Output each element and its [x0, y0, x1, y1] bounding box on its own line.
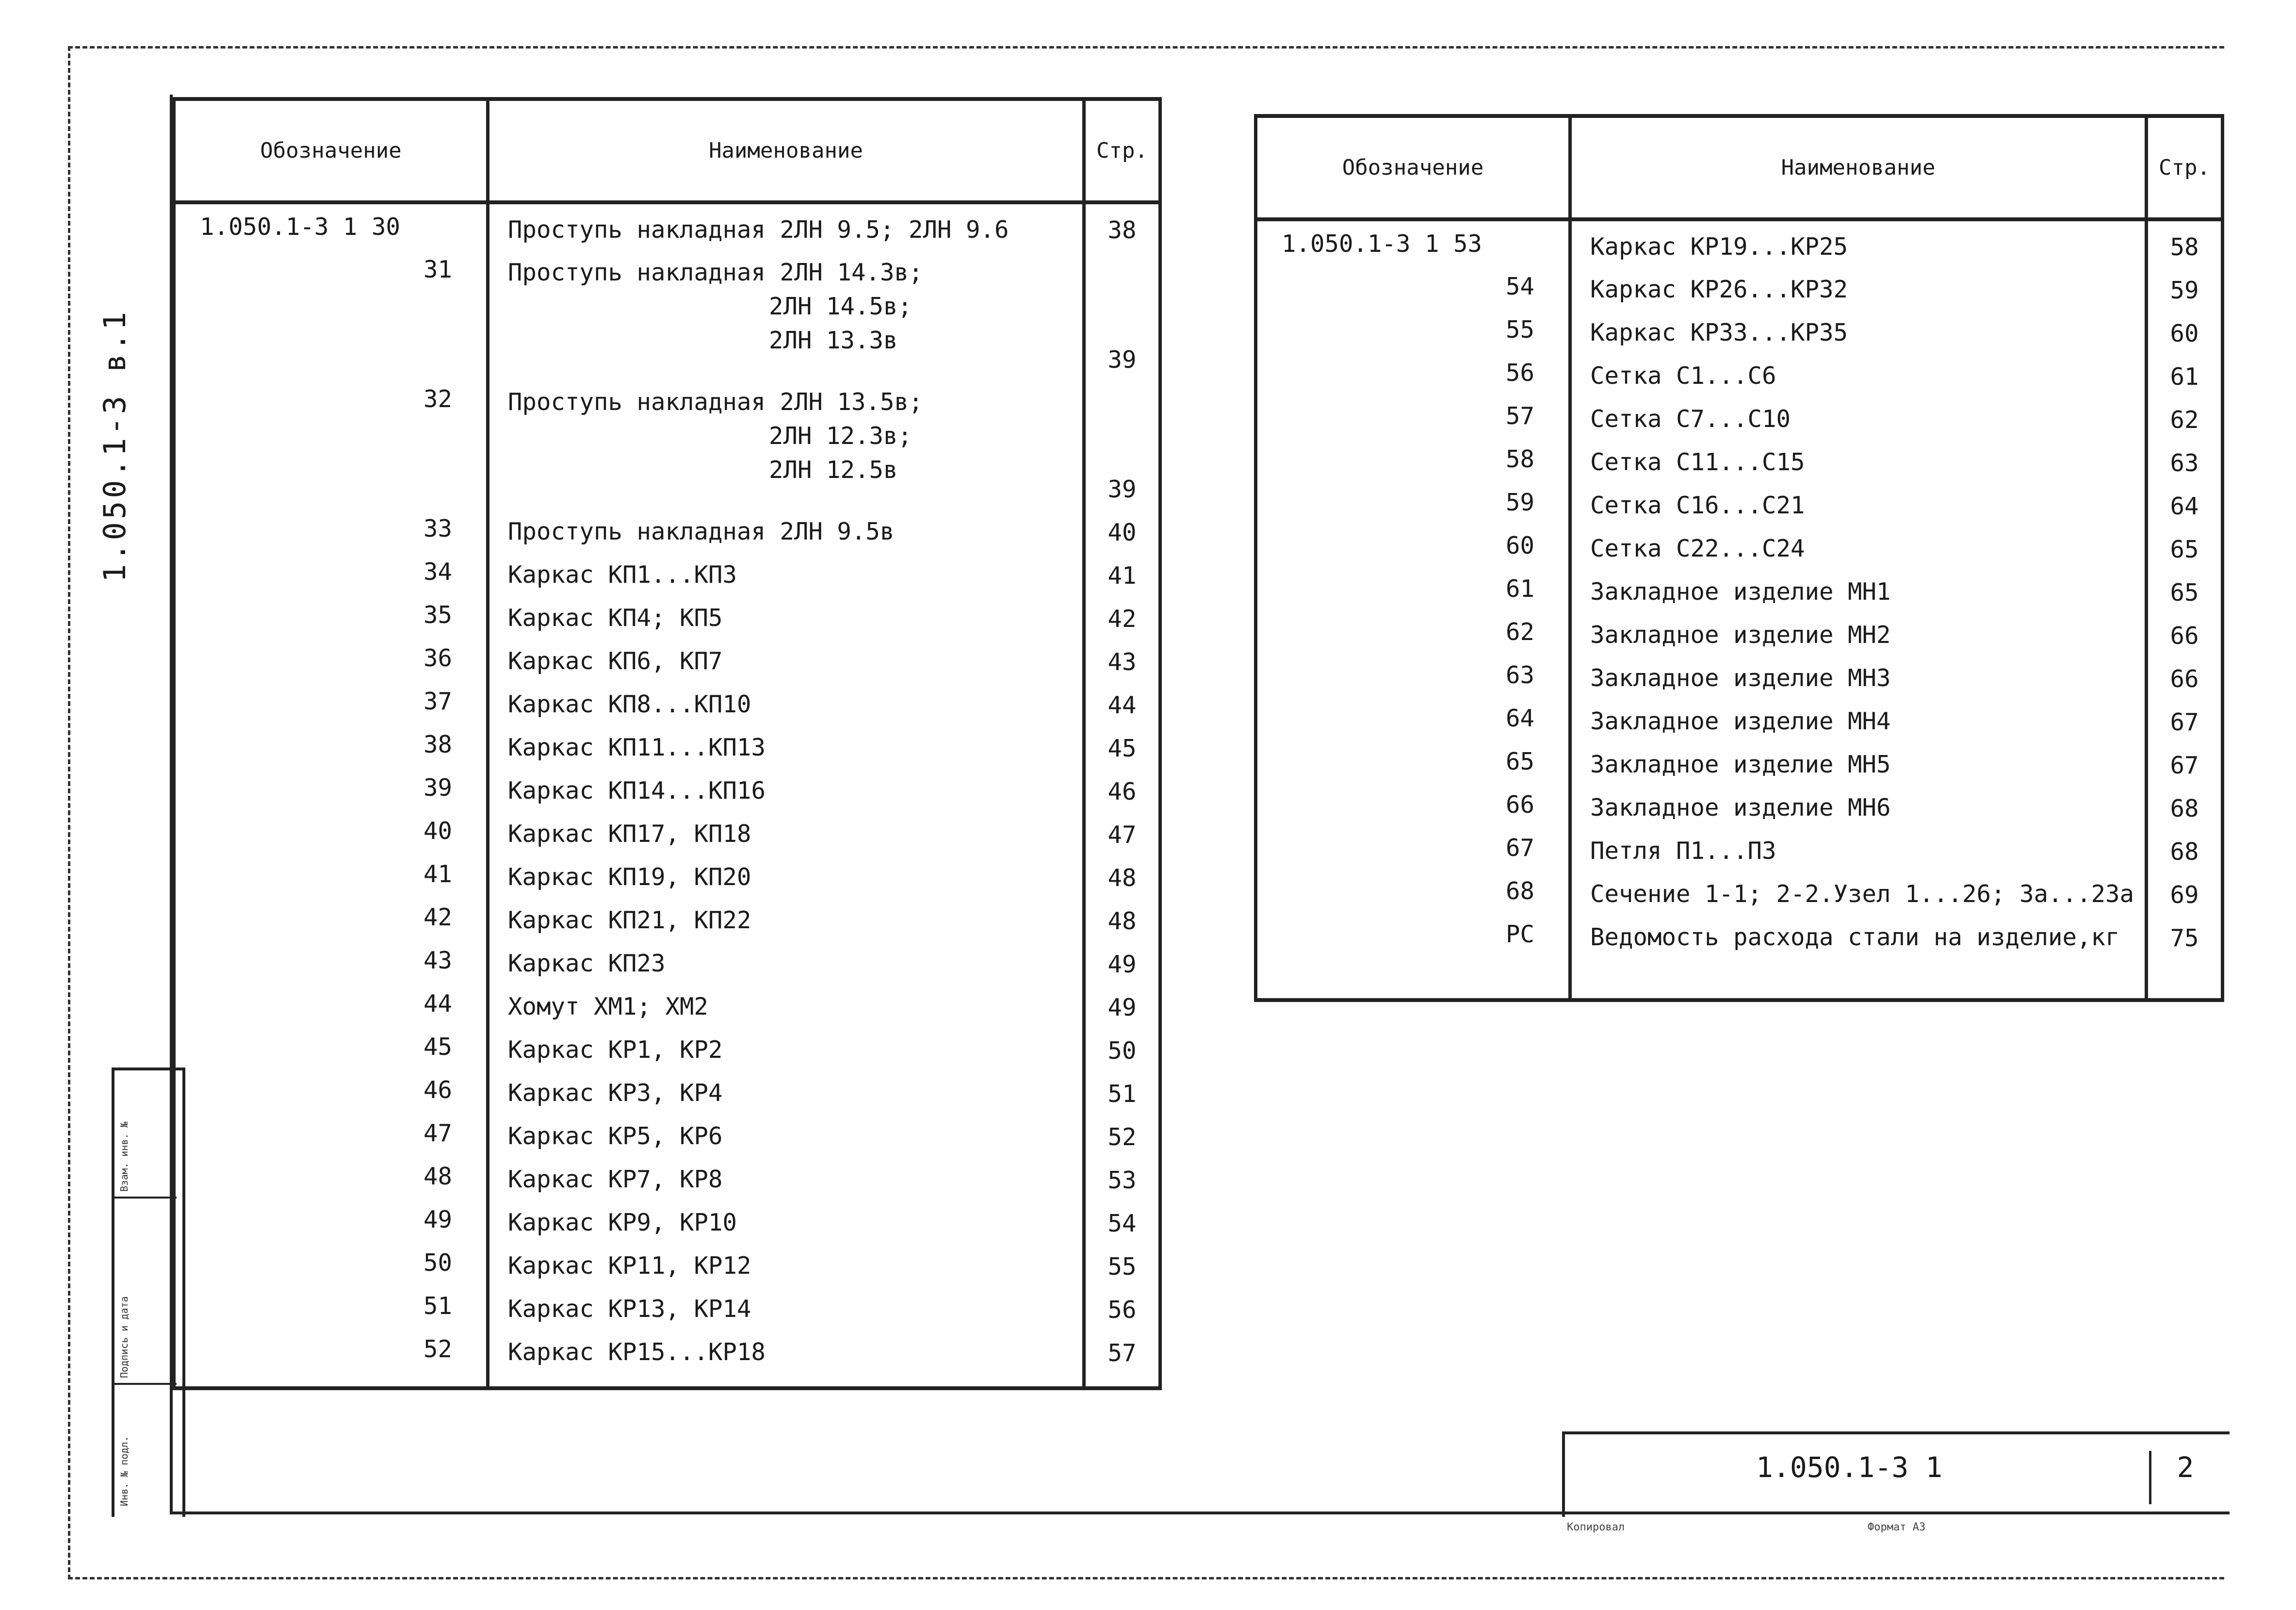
table-row [174, 808, 1160, 852]
row-designation: 67 [1256, 825, 1570, 869]
row-name [1570, 523, 2147, 566]
row-name-line: Петля П1...П3 [1590, 837, 1776, 865]
row-page: 58 [2147, 219, 2223, 264]
row-designation: 37 [174, 679, 488, 722]
row-name [488, 895, 1084, 938]
row-name [1570, 825, 2147, 869]
row-name-line: Закладное изделие МН3 [1590, 664, 1891, 692]
table-row [1256, 394, 2223, 437]
header-designation: Обозначение [1256, 116, 1570, 219]
row-name [1570, 912, 2147, 955]
row-name-line: 2ЛН 12.3в; [769, 422, 912, 450]
row-name-line: 2ЛН 13.3в [769, 327, 898, 354]
row-name [1570, 653, 2147, 696]
row-name [488, 1024, 1084, 1068]
table-row [174, 1197, 1160, 1240]
row-designation: 48 [174, 1154, 488, 1197]
row-page: 50 [1084, 1024, 1160, 1068]
table-row [1256, 307, 2223, 350]
row-page: 39 [1084, 247, 1160, 377]
table-row [174, 981, 1160, 1024]
row-designation: 55 [1256, 307, 1570, 350]
table-row [1256, 739, 2223, 782]
row-page: 60 [2147, 307, 2223, 350]
row-name-line: Закладное изделие МН5 [1590, 751, 1891, 778]
row-name-line: Каркас КР3, КР4 [508, 1079, 723, 1107]
row-page: 48 [1084, 852, 1160, 895]
table-row [174, 377, 1160, 506]
row-designation: 59 [1256, 480, 1570, 523]
row-page: 68 [2147, 825, 2223, 869]
row-name-line: Каркас КП1...КП3 [508, 561, 737, 589]
header-page: Стр. [1084, 99, 1160, 202]
row-page: 49 [1084, 981, 1160, 1024]
filler-cell [1256, 955, 1570, 1000]
table-row [174, 549, 1160, 592]
left-table-body [174, 202, 1160, 1388]
row-page: 62 [2147, 394, 2223, 437]
row-designation: 51 [174, 1283, 488, 1327]
row-name [488, 506, 1084, 549]
row-page: 43 [1084, 636, 1160, 679]
row-designation: 42 [174, 895, 488, 938]
table-row [1256, 350, 2223, 394]
row-designation: 63 [1256, 653, 1570, 696]
row-name-line: Каркас КР33...КР35 [1590, 319, 1848, 346]
table-row [174, 1240, 1160, 1283]
row-name-line: Сетка С7...С10 [1590, 405, 1791, 433]
row-page: 65 [2147, 566, 2223, 609]
table-row [174, 1283, 1160, 1327]
row-page: 47 [1084, 808, 1160, 852]
row-designation: 49 [174, 1197, 488, 1240]
row-designation: 47 [174, 1111, 488, 1154]
row-designation: 54 [1256, 264, 1570, 307]
table-row [1256, 609, 2223, 653]
row-designation: 62 [1256, 609, 1570, 653]
stamp-label: Взам. инв. № [118, 1121, 130, 1192]
row-name-line: Каркас КР15...КР18 [508, 1338, 766, 1366]
table-row [1256, 912, 2223, 955]
row-name-line: Каркас КР1, КР2 [508, 1036, 723, 1064]
row-designation: 66 [1256, 782, 1570, 825]
row-name [488, 1283, 1084, 1327]
row-name-line: Каркас КП8...КП10 [508, 690, 751, 718]
row-name [1570, 307, 2147, 350]
header-designation: Обозначение [174, 99, 488, 202]
row-page: 41 [1084, 549, 1160, 592]
row-name-line: Каркас КП11...КП13 [508, 734, 766, 761]
row-name [488, 377, 1084, 506]
row-name [488, 808, 1084, 852]
row-designation: 60 [1256, 523, 1570, 566]
page-number: 2 [2149, 1451, 2219, 1504]
row-designation: 50 [174, 1240, 488, 1283]
stamp-cell [114, 1199, 177, 1385]
row-designation: РС [1256, 912, 1570, 955]
row-page: 54 [1084, 1197, 1160, 1240]
row-page: 44 [1084, 679, 1160, 722]
document-code: 1.050.1-3 1 [1756, 1451, 1943, 1484]
row-name [488, 202, 1084, 247]
row-name [1570, 566, 2147, 609]
table-row [174, 1154, 1160, 1197]
row-name-line: Каркас КР5, КР6 [508, 1122, 723, 1150]
table-row [1256, 480, 2223, 523]
row-designation: 1.050.1-3 1 53 [1256, 219, 1570, 264]
row-name-line: Ведомость расхода стали на изделие,кг [1590, 923, 2120, 951]
footer-format: Формат А3 [1868, 1521, 1926, 1533]
stamp-cell [114, 1385, 177, 1511]
row-designation: 46 [174, 1068, 488, 1111]
row-name-line: Закладное изделие МН2 [1590, 621, 1891, 649]
contents-table-right [1254, 114, 2224, 1002]
stamp-label: Инв. № подл. [118, 1436, 130, 1506]
table-row [174, 592, 1160, 636]
row-name-line: Закладное изделие МН4 [1590, 707, 1891, 735]
row-name-line: Каркас КП19, КП20 [508, 863, 751, 891]
table-row [174, 1024, 1160, 1068]
row-name-line: Проступь накладная 2ЛН 9.5; 2ЛН 9.6 [508, 216, 1009, 244]
row-page: 67 [2147, 696, 2223, 739]
table-row [174, 1111, 1160, 1154]
table-row [1256, 566, 2223, 609]
row-name [1570, 869, 2147, 912]
row-page: 42 [1084, 592, 1160, 636]
row-page: 46 [1084, 765, 1160, 808]
filler-cell [1084, 1370, 1160, 1388]
row-page: 56 [1084, 1283, 1160, 1327]
filler-row [174, 1370, 1160, 1388]
row-name [1570, 350, 2147, 394]
row-page: 52 [1084, 1111, 1160, 1154]
side-code: 1.050.1-3 в.1 [97, 309, 132, 582]
row-name-line: Каркас КР26...КР32 [1590, 276, 1848, 303]
table-row [1256, 653, 2223, 696]
table-row [1256, 869, 2223, 912]
table-row [174, 765, 1160, 808]
row-name [488, 852, 1084, 895]
row-name-line: Сетка С22...С24 [1590, 535, 1805, 562]
row-page: 51 [1084, 1068, 1160, 1111]
row-designation: 34 [174, 549, 488, 592]
row-name [488, 1327, 1084, 1370]
row-name-line: Проступь накладная 2ЛН 13.5в; [508, 388, 923, 416]
header-page: Стр. [2147, 116, 2223, 219]
row-name-line: Каркас КП21, КП22 [508, 906, 751, 934]
row-page: 63 [2147, 437, 2223, 480]
row-name-line: Сечение 1-1; 2-2.Узел 1...26; 3а...23а [1590, 880, 2134, 908]
row-page: 55 [1084, 1240, 1160, 1283]
row-name [1570, 609, 2147, 653]
row-designation: 32 [174, 377, 488, 506]
row-page: 57 [1084, 1327, 1160, 1370]
row-name-line: Проступь накладная 2ЛН 9.5в [508, 518, 895, 545]
table-row [1256, 264, 2223, 307]
table-row [174, 679, 1160, 722]
row-name [488, 1154, 1084, 1197]
row-name [488, 1068, 1084, 1111]
row-page: 39 [1084, 377, 1160, 506]
row-name [1570, 394, 2147, 437]
table-row [174, 506, 1160, 549]
row-name [488, 722, 1084, 765]
row-name [488, 981, 1084, 1024]
row-name [1570, 739, 2147, 782]
table-row [1256, 825, 2223, 869]
footer-copied: Копировал [1567, 1521, 1625, 1533]
row-name-line: Каркас КР19...КР25 [1590, 233, 1848, 261]
row-name [488, 549, 1084, 592]
row-name [488, 679, 1084, 722]
row-page: 38 [1084, 202, 1160, 247]
table-row [174, 1327, 1160, 1370]
row-designation: 44 [174, 981, 488, 1024]
table-row [1256, 782, 2223, 825]
stamp-label: Подпись и дата [118, 1296, 130, 1378]
row-designation: 43 [174, 938, 488, 981]
row-designation: 31 [174, 247, 488, 377]
row-designation: 61 [1256, 566, 1570, 609]
row-name [1570, 782, 2147, 825]
row-page: 59 [2147, 264, 2223, 307]
row-name-line: Каркас КП14...КП16 [508, 777, 766, 805]
row-name-line: Проступь накладная 2ЛН 14.3в; [508, 259, 923, 286]
row-page: 53 [1084, 1154, 1160, 1197]
row-page: 49 [1084, 938, 1160, 981]
row-name [488, 247, 1084, 377]
table-row [174, 247, 1160, 377]
row-name [488, 765, 1084, 808]
row-name [488, 592, 1084, 636]
row-page: 65 [2147, 523, 2223, 566]
table-row [174, 202, 1160, 247]
row-name-line: Каркас КР13, КР14 [508, 1295, 751, 1323]
row-name [488, 1240, 1084, 1283]
row-designation: 41 [174, 852, 488, 895]
row-name-line: 2ЛН 14.5в; [769, 293, 912, 320]
filler-cell [174, 1370, 488, 1388]
filler-cell [2147, 955, 2223, 1000]
row-name-line: Сетка С1...С6 [1590, 362, 1776, 390]
row-page: 64 [2147, 480, 2223, 523]
row-name [488, 1197, 1084, 1240]
row-name-line: Сетка С16...С21 [1590, 492, 1805, 519]
row-page: 67 [2147, 739, 2223, 782]
stamp-cell [114, 1070, 177, 1199]
table-row [1256, 523, 2223, 566]
row-page: 40 [1084, 506, 1160, 549]
row-name [1570, 696, 2147, 739]
row-name-line: 2ЛН 12.5в [769, 456, 898, 484]
row-name-line: Каркас КП23 [508, 950, 666, 977]
row-name-line: Каркас КР11, КР12 [508, 1252, 751, 1280]
row-page: 45 [1084, 722, 1160, 765]
row-name-line: Каркас КР9, КР10 [508, 1209, 737, 1236]
header-name: Наименование [1570, 116, 2147, 219]
row-designation: 33 [174, 506, 488, 549]
row-designation: 52 [174, 1327, 488, 1370]
row-name [488, 1111, 1084, 1154]
table-row [174, 938, 1160, 981]
row-designation: 65 [1256, 739, 1570, 782]
row-designation: 58 [1256, 437, 1570, 480]
row-name-line: Хомут ХМ1; ХМ2 [508, 993, 709, 1020]
row-designation: 57 [1256, 394, 1570, 437]
row-name-line: Сетка С11...С15 [1590, 448, 1805, 476]
row-name [1570, 264, 2147, 307]
filler-row [1256, 955, 2223, 1000]
row-name [1570, 480, 2147, 523]
table-row [174, 636, 1160, 679]
row-designation: 36 [174, 636, 488, 679]
row-name-line: Закладное изделие МН6 [1590, 794, 1891, 821]
table-row [1256, 219, 2223, 264]
row-page: 48 [1084, 895, 1160, 938]
row-page: 66 [2147, 653, 2223, 696]
table-row [174, 722, 1160, 765]
filler-cell [488, 1370, 1084, 1388]
row-page: 75 [2147, 912, 2223, 955]
row-page: 66 [2147, 609, 2223, 653]
row-page: 68 [2147, 782, 2223, 825]
row-page: 69 [2147, 869, 2223, 912]
table-row [174, 895, 1160, 938]
row-designation: 40 [174, 808, 488, 852]
filler-cell [1570, 955, 2147, 1000]
row-name [1570, 437, 2147, 480]
row-name [488, 636, 1084, 679]
row-name-line: Каркас КП6, КП7 [508, 647, 723, 675]
row-designation: 68 [1256, 869, 1570, 912]
right-table-body [1256, 219, 2223, 1000]
row-designation: 56 [1256, 350, 1570, 394]
table-row [1256, 437, 2223, 480]
row-name [488, 938, 1084, 981]
row-designation: 45 [174, 1024, 488, 1068]
row-name-line: Каркас КП17, КП18 [508, 820, 751, 848]
row-name-line: Каркас КП4; КП5 [508, 604, 723, 632]
row-designation: 35 [174, 592, 488, 636]
table-row [174, 1068, 1160, 1111]
table-row [174, 852, 1160, 895]
row-designation: 64 [1256, 696, 1570, 739]
header-name: Наименование [488, 99, 1084, 202]
row-name [1570, 219, 2147, 264]
row-name-line: Каркас КР7, КР8 [508, 1166, 723, 1193]
row-designation: 1.050.1-3 1 30 [174, 202, 488, 247]
row-page: 61 [2147, 350, 2223, 394]
table-row [1256, 696, 2223, 739]
row-name-line: Закладное изделие МН1 [1590, 578, 1891, 606]
row-designation: 38 [174, 722, 488, 765]
contents-table-left [172, 97, 1162, 1390]
row-designation: 39 [174, 765, 488, 808]
